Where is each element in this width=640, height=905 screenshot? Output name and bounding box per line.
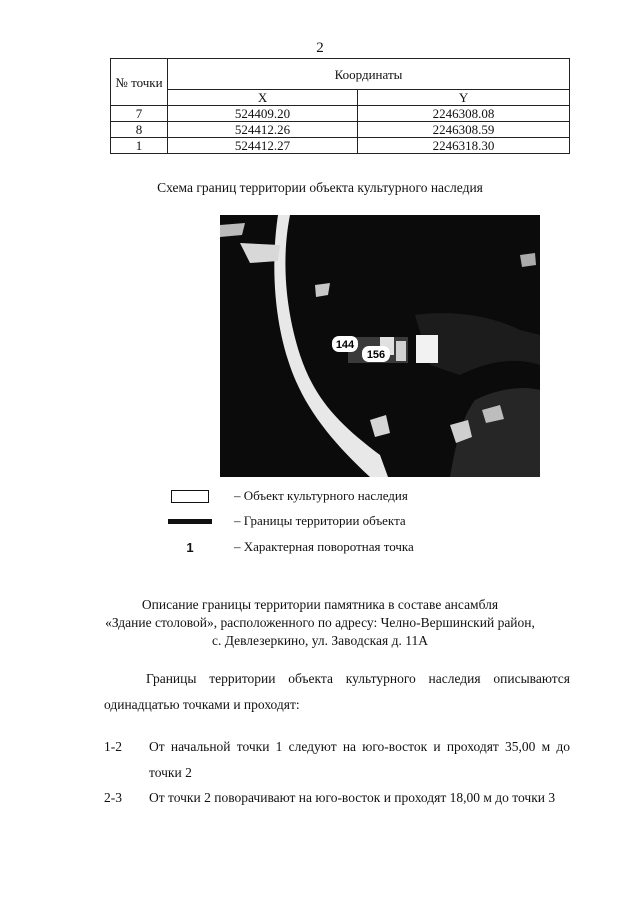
territory-map-image [220, 215, 540, 477]
cell-point: 8 [111, 122, 168, 138]
header-y: Y [358, 90, 570, 106]
header-coordinates: Координаты [168, 59, 570, 90]
table-row [111, 138, 570, 154]
cell-x: 524409.20 [168, 106, 358, 122]
cell-y: 2246318.30 [358, 138, 570, 154]
legend-territory-borders [160, 513, 406, 529]
intro-paragraph: Границы территории объекта культурного наследия описываются одинадцатью точками и проходят: [104, 671, 570, 712]
page-number: 2 [316, 40, 324, 56]
cell-x: 524412.26 [168, 122, 358, 138]
cell-y: 2246308.08 [358, 106, 570, 122]
description-line-1: Описание границы территории памятника в составе ансамбля [141, 597, 499, 612]
schema-title: Схема границ территории объекта культурного наследия [157, 180, 483, 195]
description-line-2: «Здание столовой», расположенного по адресу: Челно-Вершинский район, [105, 615, 535, 630]
legend-text: – Объект культурного наследия [234, 488, 408, 503]
cell-y: 2246308.59 [358, 122, 570, 138]
map-graphic [220, 215, 540, 477]
table-row [111, 106, 570, 122]
segment-text: От точки 2 поворачивают на юго-восток и проходят 18,00 м до точки 3 [149, 790, 556, 805]
heritage-object-symbol [171, 490, 209, 503]
map-label-a: 144 [335, 339, 355, 351]
legend-text: – Границы территории объекта [234, 513, 406, 528]
legend-turning-point [160, 539, 414, 555]
table-row [111, 122, 570, 138]
turning-point-symbol: 1 [186, 539, 194, 555]
cell-x: 524412.27 [168, 138, 358, 154]
map-label-b: 156 [366, 349, 386, 361]
segment-number: 2-3 [104, 790, 122, 805]
segment-text: От начальной точки 1 следуют на юго-восток и проходят 35,00 м до точки 2 [149, 739, 570, 780]
segment-number: 1-2 [104, 739, 122, 754]
border-line-symbol [168, 519, 212, 524]
legend-heritage-object [160, 488, 408, 504]
legend-text: – Характерная поворотная точка [234, 539, 414, 554]
description-line-3: с. Девлезеркино, ул. Заводская д. 11А [212, 633, 428, 648]
cell-point: 7 [111, 106, 168, 122]
cell-point: 1 [111, 138, 168, 154]
coordinates-table [110, 58, 570, 154]
header-x: X [168, 90, 358, 106]
header-point-number: № точки [111, 59, 168, 106]
